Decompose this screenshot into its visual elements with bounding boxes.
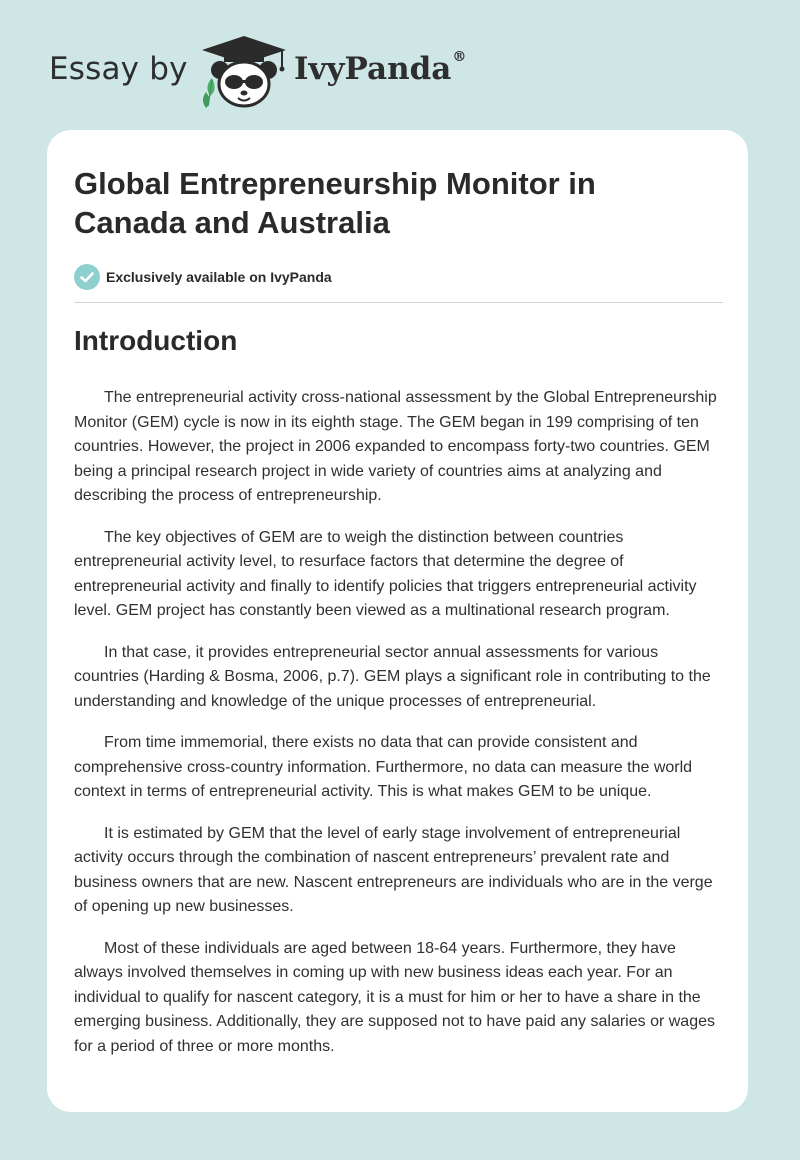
paragraph-6: Most of these individuals are aged between 18-64 years. Furthermore, they have always involved themselves in coming up with new business ideas each year. For an individual to qualify for nascent category, it is a must for him or her to have a share in the emerging business. Additionally, they are supposed not to have paid any salaries or wages for a period of three or more months. (74, 939, 715, 1055)
essay-by-label: Essay by (49, 51, 188, 87)
brand-name-text: IvyPanda (294, 51, 452, 87)
paragraph-2: The key objectives of GEM are to weigh the distinction between countries entrepreneurial activity level, to resurface factors that determine the degree of entrepreneurial activity and finally to identify policies that triggers entrepreneurial activity level. GEM project has constantly been viewed as a multinational research program. (74, 528, 697, 619)
essay-title: Global Entrepreneurship Monitor in Canada and Australia (74, 166, 596, 240)
exclusive-label: Exclusively available on IvyPanda (106, 269, 332, 285)
section-heading: Introduction (74, 325, 238, 356)
exclusive-badge (74, 264, 332, 290)
paragraph-3: In that case, it provides entrepreneurial sector annual assessments for various countries (Harding & Bosma, 2006, p.7). GEM plays a significant role in contributing to the understanding and knowledge of the unique processes of entrepreneurial. (74, 643, 711, 710)
panda-graduate-icon (198, 34, 290, 110)
paragraph-1: The entrepreneurial activity cross-national assessment by the Global Entrepreneurship Monitor (GEM) cycle is now in its eighth stage. The GEM began in 199 comprising of ten countries. However, the project in 2006 expanded to encompass forty-two countries. GEM being a principal research project in wide variety of countries aims at analyzing and describing the process of entrepreneurship. (74, 389, 717, 504)
paragraph-5: It is estimated by GEM that the level of early stage involvement of entrepreneurial activity occurs through the combination of nascent entrepreneurs’ prevalent rate and business owners that are new. Nascent entrepreneurs are individuals who are in the verge of opening up new businesses. (74, 824, 713, 915)
essay-body (74, 386, 724, 1076)
brand-name (294, 51, 466, 87)
registered-mark: ® (452, 49, 467, 65)
title-divider (74, 302, 723, 303)
paragraph-4: From time immemorial, there exists no data that can provide consistent and comprehensive cross-country information. Furthermore, no data can measure the world context in terms of entrepreneurial activity. This is what makes GEM to be unique. (74, 734, 693, 800)
site-header (0, 0, 800, 130)
check-circle-icon (74, 264, 100, 290)
essay-card (47, 130, 748, 1112)
